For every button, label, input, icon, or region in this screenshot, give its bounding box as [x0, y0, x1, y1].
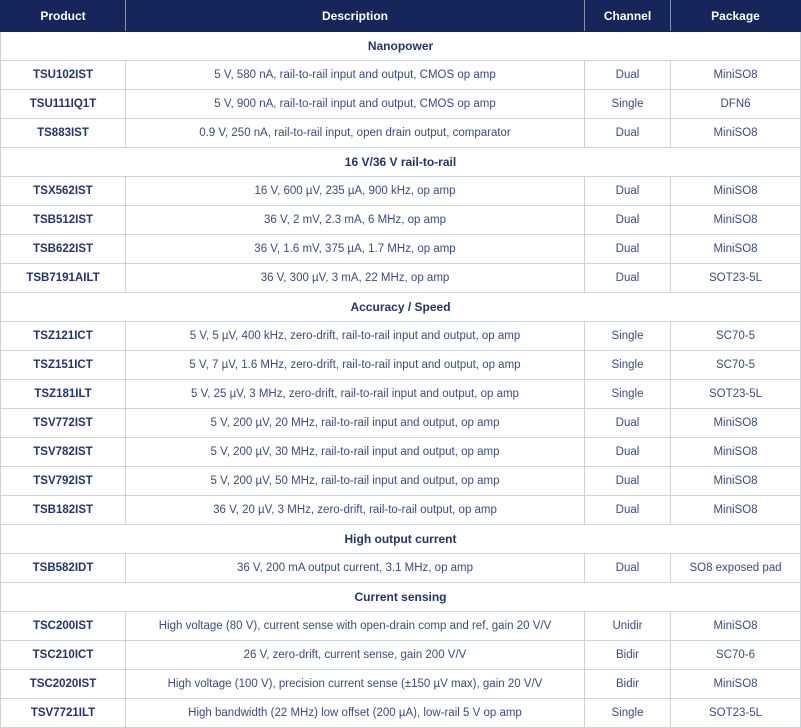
product-cell: TSZ121ICT: [1, 322, 126, 351]
package-cell: MiniSO8: [671, 438, 801, 467]
product-cell: TSZ181ILT: [1, 380, 126, 409]
package-cell: SO8 exposed pad: [671, 554, 801, 583]
description-cell: 5 V, 200 µV, 50 MHz, rail-to-rail input and output, op amp: [126, 467, 585, 496]
package-cell: MiniSO8: [671, 467, 801, 496]
section-row: [1, 293, 801, 322]
description-cell: 5 V, 200 µV, 30 MHz, rail-to-rail input and output, op amp: [126, 438, 585, 467]
description-cell: 5 V, 5 µV, 400 kHz, zero-drift, rail-to-rail input and output, op amp: [126, 322, 585, 351]
table-row: [1, 641, 801, 670]
table-row: [1, 90, 801, 119]
channel-cell: Bidir: [585, 670, 671, 699]
table-row: [1, 206, 801, 235]
table-row: [1, 235, 801, 264]
product-cell: TSU102IST: [1, 61, 126, 90]
package-cell: DFN6: [671, 90, 801, 119]
description-cell: 5 V, 200 µV, 20 MHz, rail-to-rail input and output, op amp: [126, 409, 585, 438]
product-cell: TSV7721ILT: [1, 699, 126, 728]
package-cell: SOT23-5L: [671, 699, 801, 728]
package-cell: MiniSO8: [671, 409, 801, 438]
package-cell: MiniSO8: [671, 235, 801, 264]
description-cell: 5 V, 900 nA, rail-to-rail input and output, CMOS op amp: [126, 90, 585, 119]
channel-cell: Single: [585, 90, 671, 119]
product-cell: TS883IST: [1, 119, 126, 148]
section-title: High output current: [1, 525, 801, 554]
product-cell: TSC2020IST: [1, 670, 126, 699]
product-cell: TSZ151ICT: [1, 351, 126, 380]
section-title: Current sensing: [1, 583, 801, 612]
section-row: [1, 525, 801, 554]
column-header-channel: Channel: [585, 1, 671, 32]
product-cell: TSC200IST: [1, 612, 126, 641]
product-cell: TSV792IST: [1, 467, 126, 496]
channel-cell: Dual: [585, 409, 671, 438]
table-header: [1, 1, 801, 32]
table-row: [1, 380, 801, 409]
package-cell: SOT23-5L: [671, 380, 801, 409]
description-cell: 16 V, 600 µV, 235 µA, 900 kHz, op amp: [126, 177, 585, 206]
section-row: [1, 148, 801, 177]
package-cell: MiniSO8: [671, 612, 801, 641]
package-cell: MiniSO8: [671, 61, 801, 90]
column-header-package: Package: [671, 1, 801, 32]
channel-cell: Bidir: [585, 641, 671, 670]
section-row: [1, 32, 801, 61]
section-title: Nanopower: [1, 32, 801, 61]
section-row: [1, 583, 801, 612]
channel-cell: Dual: [585, 177, 671, 206]
table-row: [1, 496, 801, 525]
package-cell: MiniSO8: [671, 496, 801, 525]
table-row: [1, 61, 801, 90]
product-cell: TSB622IST: [1, 235, 126, 264]
table-row: [1, 322, 801, 351]
package-cell: MiniSO8: [671, 670, 801, 699]
description-cell: High voltage (100 V), precision current sense (±150 µV max), gain 20 V/V: [126, 670, 585, 699]
description-cell: 0.9 V, 250 nA, rail-to-rail input, open drain output, comparator: [126, 119, 585, 148]
channel-cell: Dual: [585, 235, 671, 264]
description-cell: 5 V, 25 µV, 3 MHz, zero-drift, rail-to-rail input and output, op amp: [126, 380, 585, 409]
table-row: [1, 409, 801, 438]
channel-cell: Unidir: [585, 612, 671, 641]
table-row: [1, 612, 801, 641]
table-row: [1, 670, 801, 699]
channel-cell: Single: [585, 322, 671, 351]
channel-cell: Dual: [585, 554, 671, 583]
channel-cell: Dual: [585, 206, 671, 235]
section-title: Accuracy / Speed: [1, 293, 801, 322]
description-cell: 36 V, 2 mV, 2.3 mA, 6 MHz, op amp: [126, 206, 585, 235]
description-cell: High voltage (80 V), current sense with open-drain comp and ref, gain 20 V/V: [126, 612, 585, 641]
description-cell: 36 V, 20 µV, 3 MHz, zero-drift, rail-to-rail output, op amp: [126, 496, 585, 525]
table-row: [1, 264, 801, 293]
column-header-description: Description: [126, 1, 585, 32]
header-row: [1, 1, 801, 32]
description-cell: 36 V, 200 mA output current, 3.1 MHz, op amp: [126, 554, 585, 583]
channel-cell: Single: [585, 699, 671, 728]
product-cell: TSC210ICT: [1, 641, 126, 670]
product-cell: TSV772IST: [1, 409, 126, 438]
package-cell: MiniSO8: [671, 119, 801, 148]
table-body: [1, 32, 801, 728]
product-cell: TSV782IST: [1, 438, 126, 467]
description-cell: 36 V, 1.6 mV, 375 µA, 1.7 MHz, op amp: [126, 235, 585, 264]
channel-cell: Dual: [585, 119, 671, 148]
description-cell: 36 V, 300 µV, 3 mA, 22 MHz, op amp: [126, 264, 585, 293]
product-cell: TSB7191AILT: [1, 264, 126, 293]
package-cell: SC70-5: [671, 322, 801, 351]
channel-cell: Dual: [585, 264, 671, 293]
package-cell: MiniSO8: [671, 206, 801, 235]
channel-cell: Single: [585, 380, 671, 409]
channel-cell: Dual: [585, 438, 671, 467]
product-cell: TSB582IDT: [1, 554, 126, 583]
description-cell: 26 V, zero-drift, current sense, gain 200 V/V: [126, 641, 585, 670]
table-row: [1, 119, 801, 148]
table-row: [1, 177, 801, 206]
description-cell: High bandwidth (22 MHz) low offset (200 µA), low-rail 5 V op amp: [126, 699, 585, 728]
table-row: [1, 467, 801, 496]
table-row: [1, 554, 801, 583]
product-cell: TSB512IST: [1, 206, 126, 235]
channel-cell: Dual: [585, 467, 671, 496]
channel-cell: Dual: [585, 61, 671, 90]
column-header-product: Product: [1, 1, 126, 32]
table-row: [1, 438, 801, 467]
product-cell: TSX562IST: [1, 177, 126, 206]
description-cell: 5 V, 580 nA, rail-to-rail input and output, CMOS op amp: [126, 61, 585, 90]
section-title: 16 V/36 V rail-to-rail: [1, 148, 801, 177]
channel-cell: Dual: [585, 496, 671, 525]
package-cell: SOT23-5L: [671, 264, 801, 293]
product-cell: TSB182IST: [1, 496, 126, 525]
package-cell: SC70-6: [671, 641, 801, 670]
table-row: [1, 699, 801, 728]
package-cell: MiniSO8: [671, 177, 801, 206]
package-cell: SC70-5: [671, 351, 801, 380]
description-cell: 5 V, 7 µV, 1.6 MHz, zero-drift, rail-to-rail input and output, op amp: [126, 351, 585, 380]
product-cell: TSU111IQ1T: [1, 90, 126, 119]
channel-cell: Single: [585, 351, 671, 380]
table-row: [1, 351, 801, 380]
